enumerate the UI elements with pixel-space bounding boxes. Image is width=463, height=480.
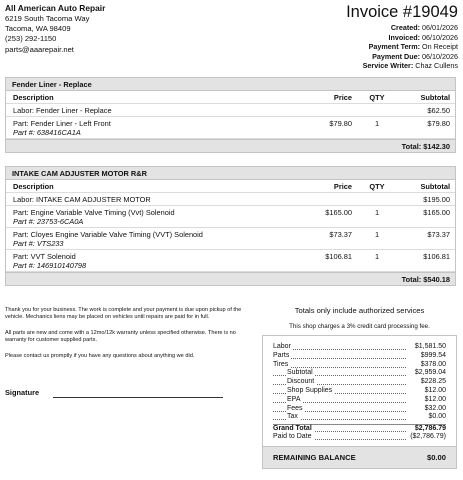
job-title: Fender Liner - Replace (6, 78, 455, 91)
col-qty: QTY (369, 93, 385, 102)
line-item (6, 117, 455, 139)
invoiced-label: Invoiced: (388, 32, 421, 42)
summary-tires (273, 361, 446, 370)
invoice-service-writer (346, 61, 458, 71)
line-description (13, 253, 86, 270)
col-qty: QTY (369, 182, 385, 191)
part-number: Part #: 638416CA1A (13, 127, 81, 137)
summary-amount: $0.00 (428, 413, 446, 421)
signature-block (5, 388, 220, 397)
summary-label: Fees (287, 404, 303, 412)
summary-amount: $2,786.79 (414, 425, 446, 433)
summary-amount: $12.00 (424, 395, 446, 403)
summary-amount: $378.00 (420, 360, 446, 368)
invoice-header (346, 2, 458, 71)
summary-discount (273, 378, 446, 387)
line-subtotal: $195.00 (423, 195, 450, 204)
line-item (6, 193, 455, 206)
line-item (6, 206, 455, 228)
signature-line[interactable] (53, 397, 223, 398)
line-description (13, 209, 175, 226)
part-number: Part #: VTS233 (13, 238, 64, 248)
invoice-created (346, 23, 458, 33)
summary-labor (273, 343, 446, 352)
line-item (6, 228, 455, 250)
job-fender-liner (5, 77, 456, 153)
summary-parts (273, 352, 446, 361)
terms-payment: Thank you for your business. The work is complete and your payment is due upon pickup of the vehicle. Mechanics liens may be placed on vehicles until repairs are paid for in full. (5, 307, 242, 321)
summary-subtotal (273, 369, 446, 378)
summary-amount: $2,959.04 (414, 369, 446, 377)
col-description: Description (13, 182, 54, 191)
summary-amount: $228.25 (420, 378, 446, 386)
line-qty: 1 (374, 119, 380, 128)
summary-tax (273, 413, 446, 422)
line-price: $79.80 (329, 119, 352, 128)
part-name: Part: Cloyes Engine Variable Valve Timing (VVT) Solenoid (13, 230, 203, 239)
job-intake-cam (5, 166, 456, 286)
col-subtotal: Subtotal (420, 182, 450, 191)
summary-label: Labor (273, 343, 291, 350)
credit-card-note: This shop charges a 3% credit card processing fee. (289, 323, 430, 330)
summary-amount: $1,581.50 (414, 343, 446, 350)
summary-amount: ($2,786.79) (410, 432, 446, 440)
job-total: Total: $540.18 (6, 272, 455, 285)
line-qty: 1 (374, 252, 380, 261)
summary-fees (273, 405, 446, 414)
line-description (13, 120, 111, 137)
remaining-balance (263, 446, 456, 468)
invoice-payment-term (346, 42, 458, 52)
line-price: $165.00 (325, 208, 352, 217)
signature-label: Signature (5, 388, 40, 397)
summary-label: Tax (287, 413, 298, 421)
column-header-row (6, 180, 455, 193)
summary-label: EPA (287, 395, 301, 403)
service-writer-value: Chaz Cullens (415, 61, 458, 71)
line-subtotal: $79.80 (427, 119, 450, 128)
job-total: Total: $142.30 (6, 139, 455, 152)
balance-amount: $0.00 (426, 452, 446, 462)
shop-address-line-2: Tacoma, WA 98409 (5, 23, 71, 33)
line-subtotal: $106.81 (423, 252, 450, 261)
line-description (13, 231, 203, 248)
summary-amount: $12.00 (424, 386, 446, 394)
shop-address-line-1: 6219 South Tacoma Way (5, 13, 90, 23)
col-description: Description (13, 93, 54, 102)
invoiced-value: 06/10/2026 (422, 32, 458, 42)
part-number: Part #: 23753-6CA0A (13, 216, 84, 226)
col-price: Price (333, 93, 352, 102)
col-price: Price (333, 182, 352, 191)
service-writer-label: Service Writer: (362, 61, 414, 71)
terms-warranty: All parts are new and come with a 12mo/12k warranty unless specified otherwise. There is no warranty for customer supplied parts. (5, 329, 236, 344)
invoice-title: Invoice #19049 (346, 3, 458, 21)
payment-due-value: 06/10/2026 (422, 51, 458, 61)
created-value: 06/01/2026 (422, 23, 458, 32)
summary-amount: $32.00 (424, 404, 446, 412)
line-qty: 1 (374, 230, 380, 239)
summary-label: Shop Supplies (287, 386, 333, 394)
line-subtotal: $62.50 (427, 106, 450, 115)
summary-paid-to-date (273, 433, 446, 442)
line-description: Labor: INTAKE CAM ADJUSTER MOTOR (13, 195, 151, 204)
summary-label: Parts (273, 351, 290, 359)
payment-term-label: Payment Term: (368, 42, 421, 52)
invoice-invoiced (346, 33, 458, 43)
summary-label: Subtotal (287, 369, 313, 377)
job-title: INTAKE CAM ADJUSTER MOTOR R&R (6, 167, 455, 180)
summary-label: Grand Total (273, 425, 312, 433)
totals-summary (262, 335, 457, 469)
summary-amount: $999.54 (420, 351, 446, 359)
balance-label: REMAINING BALANCE (273, 452, 356, 462)
invoice-payment-due (346, 52, 458, 62)
shop-phone: (253) 292-1150 (5, 34, 57, 44)
terms-text (5, 307, 255, 368)
summary-label: Discount (287, 378, 315, 386)
payment-due-label: Payment Due: (372, 51, 421, 61)
line-price: $73.37 (329, 230, 352, 239)
line-price: $106.81 (325, 252, 352, 261)
line-subtotal: $73.37 (427, 230, 450, 239)
authorized-note: Totals only include authorized services (294, 306, 425, 315)
part-number: Part #: 146910140798 (13, 260, 87, 270)
column-header-row (6, 91, 455, 104)
summary-label: Tires (273, 360, 289, 368)
created-label: Created: (390, 23, 421, 32)
line-item (6, 250, 455, 272)
shop-name: All American Auto Repair (5, 3, 106, 13)
shop-info (5, 3, 105, 55)
terms-contact: Please contact us promptly if you have any questions about anything we did. (5, 352, 195, 359)
col-subtotal: Subtotal (420, 93, 450, 102)
summary-shop-supplies (273, 387, 446, 396)
line-description: Labor: Fender Liner - Replace (13, 106, 112, 115)
line-item (6, 104, 455, 117)
payment-term-value: On Receipt (422, 42, 458, 52)
line-subtotal: $165.00 (423, 208, 450, 217)
part-name: Part: VVT Solenoid (13, 252, 76, 261)
line-qty: 1 (374, 208, 380, 217)
summary-epa (273, 396, 446, 405)
part-name: Part: Fender Liner - Left Front (13, 119, 111, 128)
part-name: Part: Engine Variable Valve Timing (Vvt) Solenoid (13, 208, 175, 217)
shop-email: parts@aaarepair.net (5, 44, 74, 54)
summary-grand-total (273, 424, 446, 433)
summary-label: Paid to Date (273, 432, 312, 440)
